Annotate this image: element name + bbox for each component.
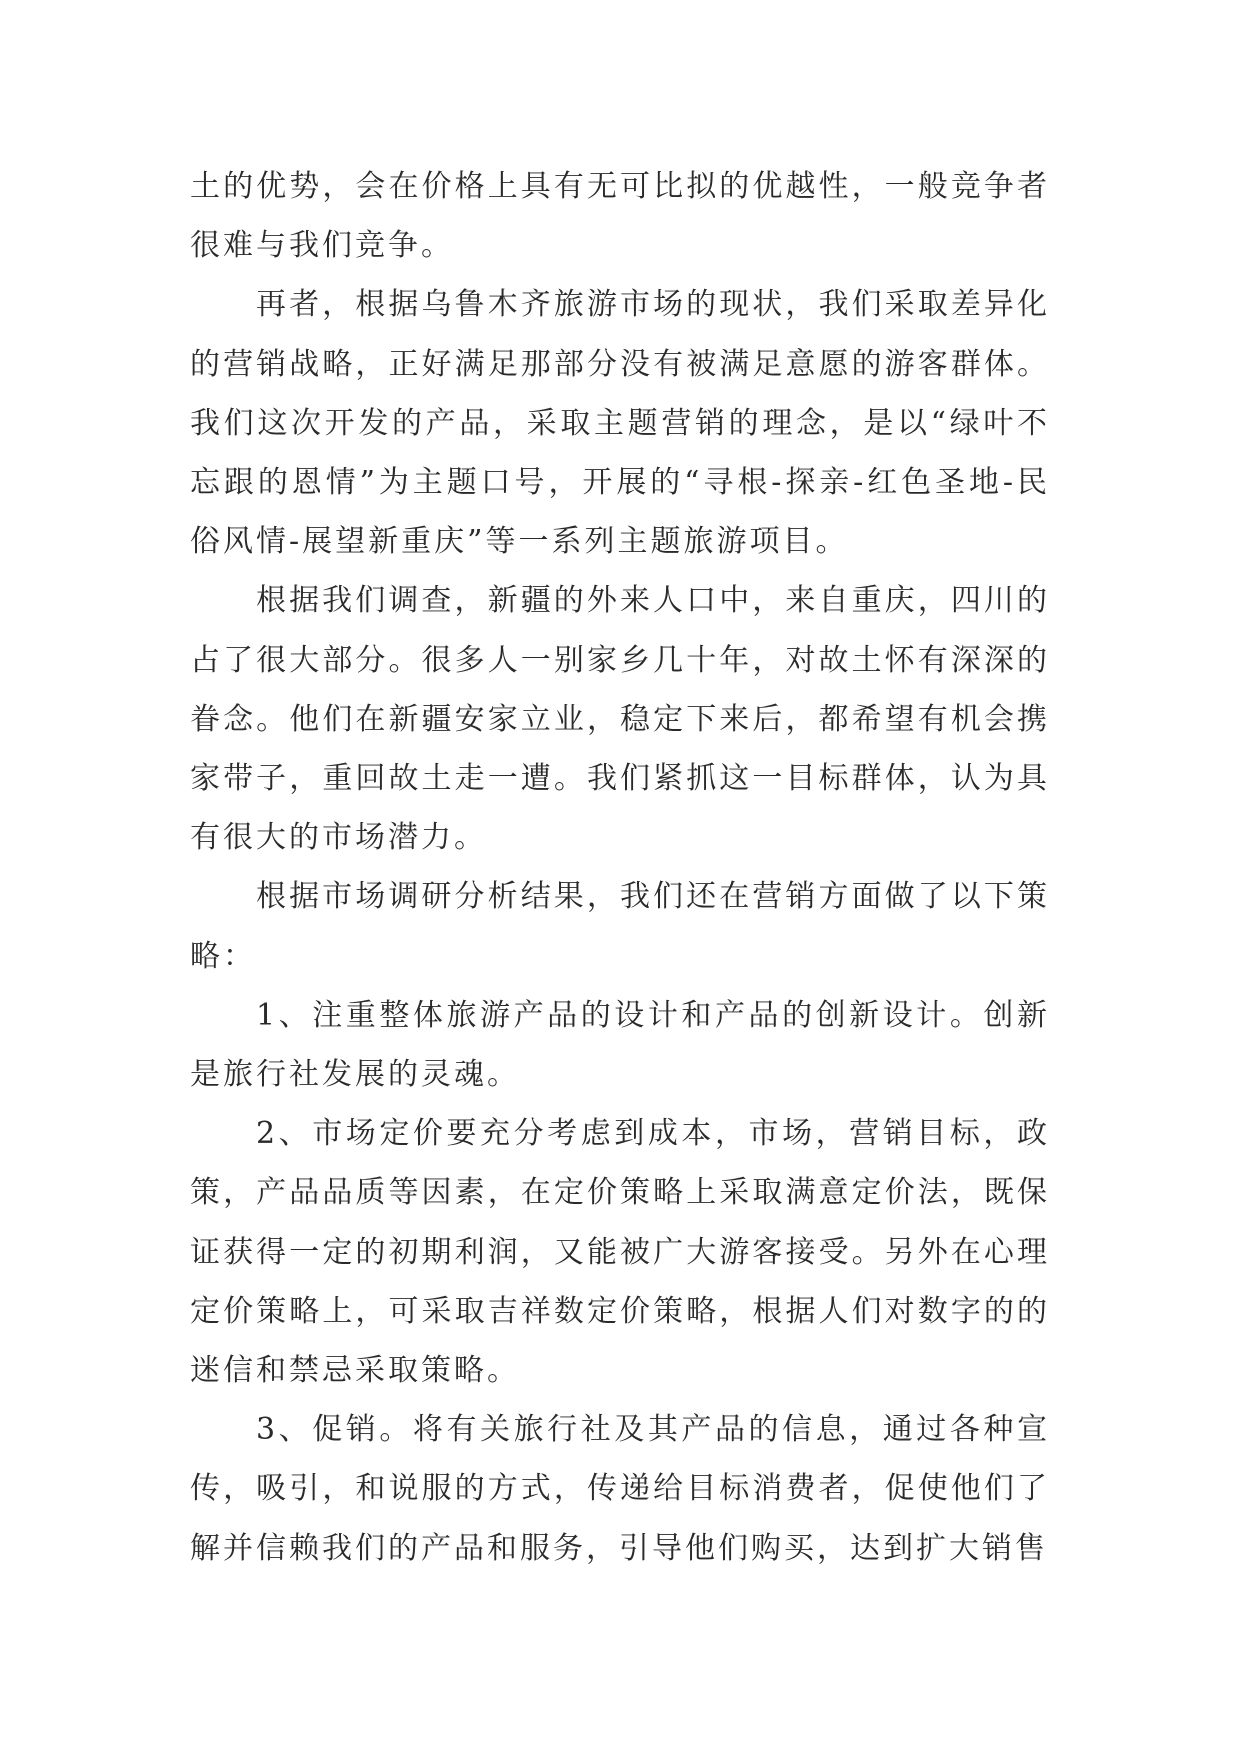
- paragraph: 2、市场定价要充分考虑到成本，市场，营销目标，政策，产品品质等因素，在定价策略上采取满意定价法，既保证获得一定的初期利润，又能被广大游客接受。另外在心理定价策略上，可采取吉祥数定价策略，根据人们对数字的的迷信和禁忌采取策略。: [190, 1116, 1050, 1389]
- paragraph: 根据我们调查，新疆的外来人口中，来自重庆，四川的占了很大部分。很多人一别家乡几十年，对故土怀有深深的眷念。他们在新疆安家立业，稳定下来后，都希望有机会携家带子，重回故土走一遭。我们紧抓这一目标群体，认为具有很大的市场潜力。: [190, 583, 1050, 856]
- paragraph: 再者，根据乌鲁木齐旅游市场的现状，我们采取差异化的营销战略，正好满足那部分没有被满足意愿的游客群体。我们这次开发的产品，采取主题营销的理念，是以“绿叶不忘跟的恩情”为主题口号，开展的“寻根-探亲-红色圣地-民俗风情-展望新重庆”等一系列主题旅游项目。: [190, 287, 1050, 560]
- document-body: [190, 157, 1050, 1578]
- paragraph: 土的优势，会在价格上具有无可比拟的优越性，一般竞争者很难与我们竞争。: [190, 169, 1050, 264]
- paragraph: 1、注重整体旅游产品的设计和产品的创新设计。创新是旅行社发展的灵魂。: [190, 997, 1050, 1093]
- paragraph: 根据市场调研分析结果，我们还在营销方面做了以下策略：: [190, 879, 1050, 974]
- paragraph: 3、促销。将有关旅行社及其产品的信息，通过各种宣传，吸引，和说服的方式，传递给目标消费者，促使他们了解并信赖我们的产品和服务，引导他们购买，达到扩大销售: [190, 1412, 1050, 1566]
